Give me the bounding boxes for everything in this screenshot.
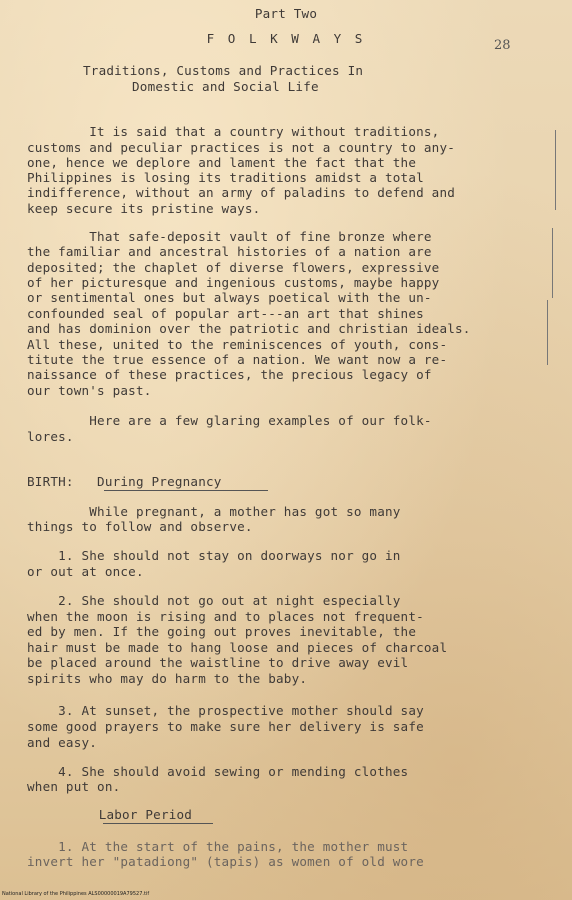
section-title: F O L K W A Y S (206, 31, 366, 46)
margin-mark (552, 228, 553, 298)
heading-underline (103, 823, 213, 824)
page-number: 28 (494, 38, 511, 53)
text-line: when the moon is rising and to places not frequent- (27, 609, 424, 624)
text-line: confounded seal of popular art---an art that shines (27, 306, 424, 321)
margin-mark (547, 300, 548, 365)
text-line: ed by men. If the going out proves inevitable, the (27, 624, 417, 639)
text-line: Here are a few glaring examples of our folk- (27, 413, 432, 428)
text-line: our town's past. (27, 383, 152, 398)
birth-heading: BIRTH: During Pregnancy (27, 474, 222, 489)
part-heading: Part Two (254, 6, 318, 21)
text-line: the familiar and ancestral histories of a nation are (27, 244, 432, 259)
text-line: spirits who may do harm to the baby. (27, 671, 308, 686)
text-line: naissance of these practices, the precious legacy of (27, 367, 432, 382)
text-line: hair must be made to hang loose and pieces of charcoal (27, 640, 448, 655)
text-line: be placed around the waistline to drive away evil (27, 655, 409, 670)
labor-period-heading: Labor Period (52, 807, 193, 822)
text-line: 2. She should not go out at night especially (27, 593, 401, 608)
subtitle-line-1: Traditions, Customs and Practices In (83, 63, 364, 78)
text-line: and easy. (27, 735, 98, 750)
text-line: Philippines is losing its traditions amidst a total (27, 170, 424, 185)
text-line: things to follow and observe. (27, 519, 253, 534)
text-line: deposited; the chaplet of diverse flowers, expressive (27, 260, 440, 275)
text-line: indifference, without an army of paladins to defend and (27, 185, 456, 200)
archive-footer: National Library of the Philippines ALS00000019A79527.tif (2, 891, 150, 897)
margin-mark (555, 130, 556, 210)
text-line: keep secure its pristine ways. (27, 201, 261, 216)
heading-underline (104, 490, 268, 491)
text-line: lores. (27, 429, 74, 444)
text-line: customs and peculiar practices is not a country to any- (27, 140, 456, 155)
text-line: That safe-deposit vault of fine bronze where (27, 229, 432, 244)
text-line: some good prayers to make sure her delivery is safe (27, 719, 424, 734)
text-line: or out at once. (27, 564, 144, 579)
text-line: 4. She should avoid sewing or mending clothes (27, 764, 409, 779)
text-line: one, hence we deplore and lament the fact that the (27, 155, 417, 170)
text-line: titute the true essence of a nation. We want now a re- (27, 352, 448, 367)
text-line: 1. She should not stay on doorways nor go in (27, 548, 401, 563)
text-line: or sentimental ones but always poetical with the un- (27, 290, 432, 305)
text-line: when put on. (27, 779, 121, 794)
text-line: It is said that a country without traditions, (27, 124, 440, 139)
subtitle-line-2: Domestic and Social Life (132, 79, 319, 94)
text-line: While pregnant, a mother has got so many (27, 504, 401, 519)
text-line: and has dominion over the patriotic and christian ideals. (27, 321, 471, 336)
text-line: 1. At the start of the pains, the mother must (27, 839, 409, 854)
text-line: invert her "patadiong" (tapis) as women of old wore (27, 854, 424, 869)
text-line: of her picturesque and ingenious customs, maybe happy (27, 275, 440, 290)
text-line: 3. At sunset, the prospective mother should say (27, 703, 424, 718)
text-line: All these, united to the reminiscences of youth, cons- (27, 337, 448, 352)
